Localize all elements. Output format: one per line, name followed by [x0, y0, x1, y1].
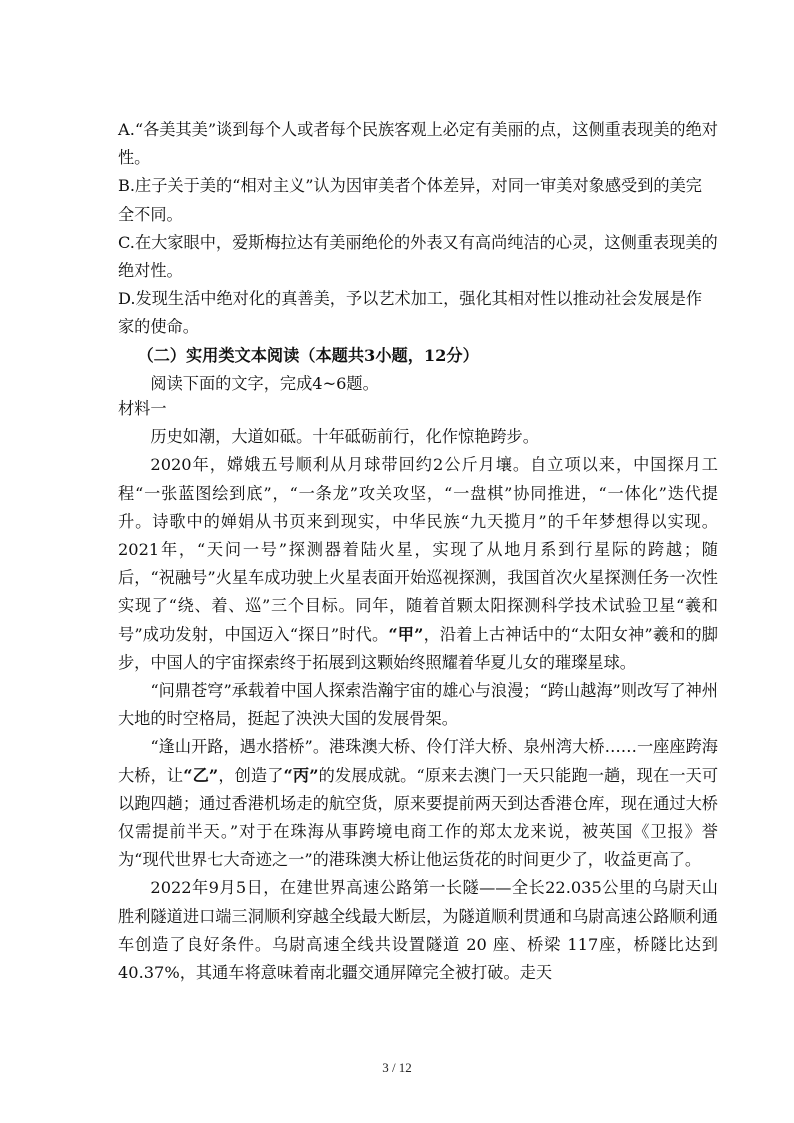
page-number: 3 / 12 [382, 1060, 412, 1075]
material-one [118, 395, 718, 987]
paragraph-5: 2022年9月5日，在建世界高速公路第一长隧——全长22.035公里的乌尉天山胜利隧道进口端三洞顺利穿越全线最大断层，为隧道顺利贯通和乌尉高速公路顺利通车创造了良好条件。乌尉高速全线共设置隧道 20 座、桥梁 117座，桥隧比达到 40.37%，其通车将意味着南北疆交通屏障完全被打破。走天 [118, 878, 718, 983]
paragraph-4-part-b: ，创造了 [218, 765, 284, 785]
material-label: 材料一 [118, 399, 167, 418]
paragraph-2-part-a: 2020年，嫦娥五号顺利从月球带回约2公斤月壤。自立项以来，中国探月工程“一张蓝图绘到底”，“一条龙”攻关攻坚，“一盘棋”协同推进，“一体化”迭代提升。诗歌中的婵娟从书页来到现实，中华民族“九天揽月”的千年梦想得以实现。2021年，“天问一号”探测器着陆火星，实现了从地月系到行星际的跨越；随后，“祝融号”火星车成功驶上火星表面开始巡视探测，我国首次火星探测任务一次性实现了“绕、着、巡”三个目标。同年，随着首颗太阳探测科学技术试验卫星“羲和号”成功发射，中国迈入“探日”时代。 [118, 455, 718, 644]
paragraph-2 [118, 451, 718, 677]
blank-jia: “甲” [388, 624, 424, 644]
section-instruction: 阅读下面的文字，完成4~6题。 [150, 373, 379, 393]
paragraph-4-part-c: 的发展成就。“原来去澳门一天只能跑一趟，现在一天可以跑四趟；通过香港机场走的航空货，原来要提前两天到达香港仓库，现在通过大桥仅需提前半天。”对于在珠海从事跨境电商工作的郑太龙来说，被英国《卫报》誉为“现代世界七大奇迹之一”的港珠澳大桥让他运货花的时间更少了，收益更高了。 [118, 765, 719, 870]
paragraph-2-part-b: ，沿着上古神话中的“太阳女神”羲和的脚步，中国人的宇宙探索终于拓展到这颗始终照耀着华夏儿女的璀璨星球。 [118, 624, 718, 672]
paragraph-3: “问鼎苍穹”承载着中国人探索浩瀚宇宙的雄心与浪漫；“跨山越海”则改写了神州大地的时空格局，挺起了泱泱大国的发展骨架。 [118, 681, 718, 729]
option-d: D.发现生活中绝对化的真善美，予以艺术加工，强化其相对性以推动社会发展是作家的使命。 [118, 289, 703, 337]
paragraph-1: 历史如潮，大道如砥。十年砥砺前行，化作惊艳跨步。 [150, 427, 539, 447]
section-heading: （二）实用类文本阅读（本题共3小题，12分） [137, 345, 479, 365]
answer-options [118, 116, 718, 398]
blank-bing: “丙” [283, 765, 319, 785]
paragraph-4-part-a: “逢山开路，遇水搭桥”。港珠澳大桥、伶仃洋大桥、泉州湾大桥……一座座跨海大桥，让 [118, 737, 718, 785]
paragraph-4 [118, 733, 718, 874]
option-b: B.庄子关于美的“相对主义”认为因审美者个体差异，对同一审美对象感受到的美完全不同。 [118, 176, 702, 224]
option-a: A.“各美其美”谈到每个人或者每个民族客观上必定有美丽的点，这侧重表现美的绝对性。 [118, 120, 718, 168]
option-c: C.在大家眼中，爱斯梅拉达有美丽绝伦的外表又有高尚纯洁的心灵，这侧重表现美的绝对性。 [118, 232, 718, 281]
blank-yi: “乙” [183, 765, 219, 785]
